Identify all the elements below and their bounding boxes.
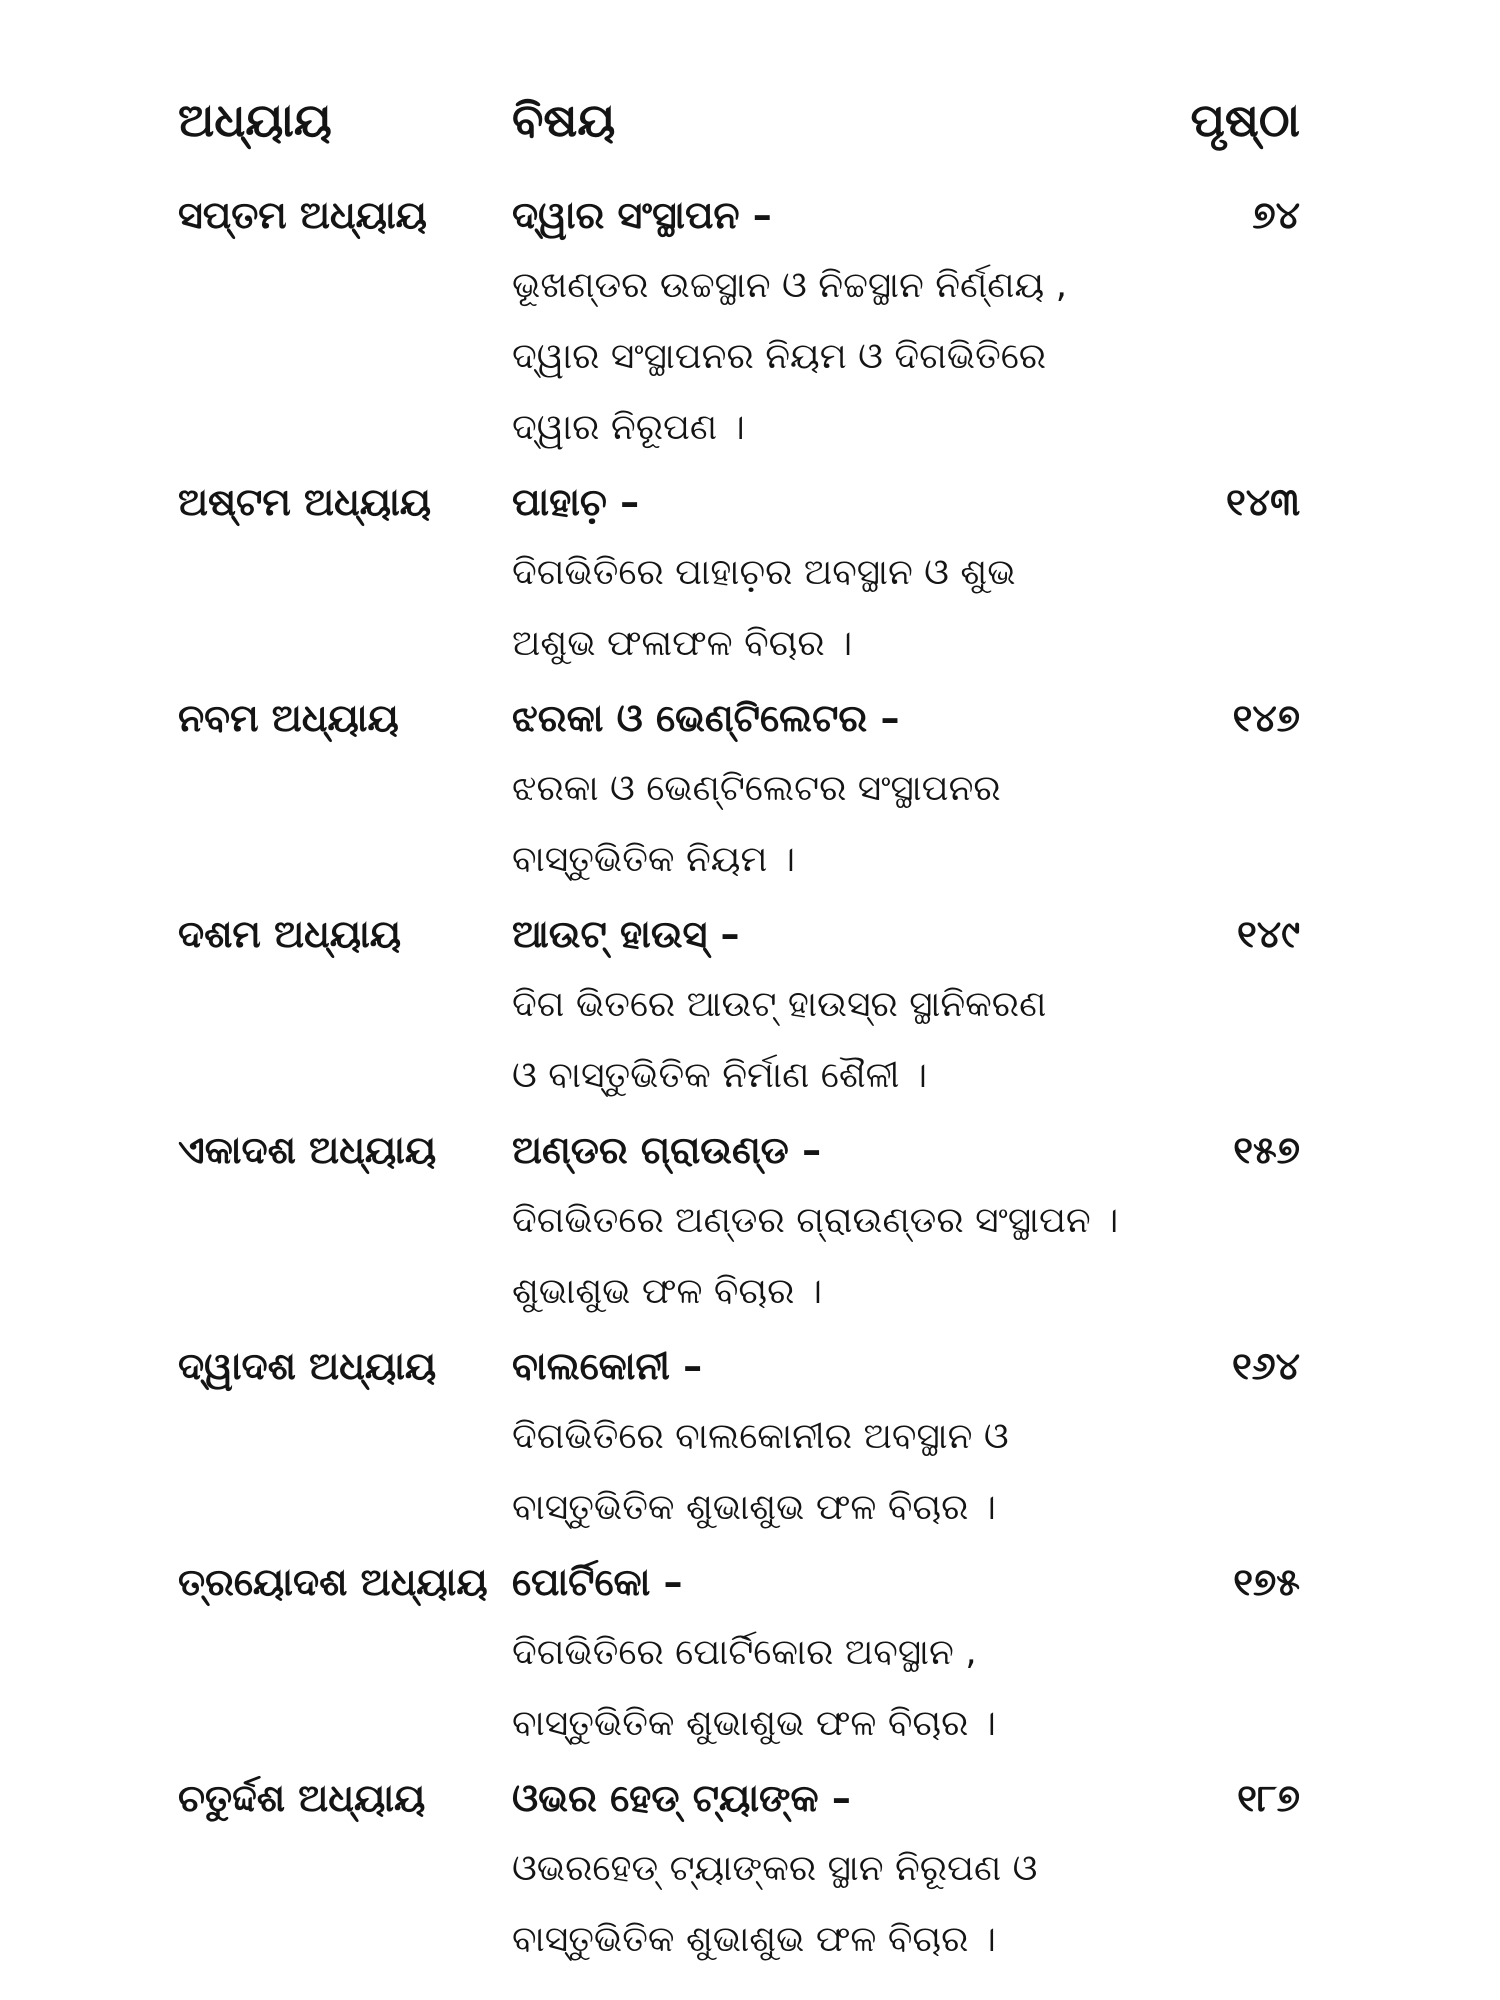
topic-title: ପାହାଚ଼ – bbox=[512, 480, 640, 524]
description-line: ଦିଗଭିତିରେ ପାହାଚ଼ର ଅବସ୍ଥାନ ଓ ଶୁଭ bbox=[512, 552, 1016, 593]
page-column-heading: ପୃଷ୍ଠା bbox=[1190, 93, 1300, 147]
page-number: ୧୬୪ bbox=[1231, 1344, 1300, 1388]
description-line: ଦିଗଭିତରେ ଅଣ୍ଡର ଗ୍ରାଉଣ୍ଡର ସଂସ୍ଥାପନ । bbox=[512, 1200, 1119, 1241]
description-line: ଝରକା ଓ ଭେଣ୍ଟିଲେଟର ସଂସ୍ଥାପନର bbox=[512, 768, 1001, 809]
description-line: ଶୁଭାଶୁଭ ଫଳ ବିଚାର । bbox=[512, 1271, 823, 1312]
table-of-contents bbox=[0, 180, 1500, 1979]
topic-title: ଓଭର ହେଡ୍ ଟ୍ୟାଙ୍କ – bbox=[512, 1776, 851, 1820]
description-line: ବାସ୍ତୁଭିତିକ ଶୁଭାଶୁଭ ଫଳ ବିଚାର । bbox=[512, 1703, 997, 1744]
topic-title: ଆଉଟ୍ ହାଉସ୍ – bbox=[512, 912, 740, 956]
description-line: ଦ୍ୱାର ସଂସ୍ଥାପନର ନିୟମ ଓ ଦିଗଭିତିରେ bbox=[512, 336, 1047, 377]
subject-column-heading: ବିଷୟ bbox=[512, 93, 616, 147]
subject-block bbox=[512, 1763, 1152, 1975]
description-line: ଓ ବାସ୍ତୁଭିତିକ ନିର୍ମାଣ ଶୈଳୀ । bbox=[512, 1055, 928, 1096]
topic-title: ଅଣ୍ଡର ଗ୍ରାଉଣ୍ଡ – bbox=[512, 1128, 822, 1172]
description-line: ଦ୍ୱାର ନିରୂପଣ । bbox=[512, 407, 745, 448]
subject-block bbox=[512, 467, 1152, 679]
toc-entry bbox=[0, 180, 1500, 463]
description-line: ଓଭରହେଡ୍ ଟ୍ୟାଙ୍କର ସ୍ଥାନ ନିରୂପଣ ଓ bbox=[512, 1848, 1038, 1889]
page-number: ୧୪୩ bbox=[1225, 480, 1300, 524]
toc-entry bbox=[0, 899, 1500, 1111]
toc-entry bbox=[0, 1763, 1500, 1975]
chapter-name: ଏକାଦଶ ଅଧ୍ୟାୟ bbox=[178, 1128, 437, 1172]
page-number: ୧୭୫ bbox=[1233, 1560, 1300, 1604]
description-line: ବାସ୍ତୁଭିତିକ ଶୁଭାଶୁଭ ଫଳ ବିଚାର । bbox=[512, 1487, 997, 1528]
toc-entry bbox=[0, 1115, 1500, 1327]
topic-title: ବାଲକୋନୀ – bbox=[512, 1344, 703, 1388]
description-line: ଭୂଖଣ୍ଡର ଉଚ୍ଚସ୍ଥାନ ଓ ନିଚ୍ଚସ୍ଥାନ ନିର୍ଣ୍ଣୟ , bbox=[512, 265, 1068, 306]
toc-entry bbox=[0, 1331, 1500, 1543]
chapter-name: ଅଷ୍ଟମ ଅଧ୍ୟାୟ bbox=[178, 480, 432, 524]
topic-title: ଦ୍ୱାର ସଂସ୍ଥାପନ – bbox=[512, 193, 772, 237]
subject-block bbox=[512, 899, 1152, 1111]
chapter-name: ଦଶମ ଅଧ୍ୟାୟ bbox=[178, 912, 402, 956]
chapter-name: ସପ୍ତମ ଅଧ୍ୟାୟ bbox=[178, 193, 428, 237]
chapter-name: ତ୍ରୟୋଦଶ ଅଧ୍ୟାୟ bbox=[178, 1560, 488, 1604]
chapter-column-heading: ଅଧ୍ୟାୟ bbox=[178, 93, 332, 147]
description-line: ଦିଗ ଭିତରେ ଆଉଟ୍ ହାଉସ୍‌ର ସ୍ଥାନିକରଣ bbox=[512, 984, 1047, 1025]
topic-title: ଝରକା ଓ ଭେଣ୍ଟିଲେଟର – bbox=[512, 696, 900, 740]
page-number: ୧୫୭ bbox=[1233, 1128, 1300, 1172]
description-line: ଦିଗଭିତିରେ ବାଲକୋନୀର ଅବସ୍ଥାନ ଓ bbox=[512, 1416, 1009, 1457]
page-number: ୧୪୯ bbox=[1236, 912, 1300, 956]
chapter-name: ଚତୁର୍ଦ୍ଦଶ ଅଧ୍ୟାୟ bbox=[178, 1776, 426, 1820]
subject-block bbox=[512, 1331, 1152, 1543]
description-line: ଅଶୁଭ ଫଳାଫଳ ବିଚାର । bbox=[512, 623, 853, 664]
topic-title: ପୋର୍ଟିକୋ – bbox=[512, 1560, 683, 1604]
toc-entry bbox=[0, 683, 1500, 895]
subject-block bbox=[512, 1547, 1152, 1759]
description-line: ଦିଗଭିତିରେ ପୋର୍ଟିକୋର ଅବସ୍ଥାନ , bbox=[512, 1632, 977, 1673]
description-line: ବାସ୍ତୁଭିତିକ ଶୁଭାଶୁଭ ଫଳ ବିଚାର । bbox=[512, 1919, 997, 1960]
toc-entry bbox=[0, 1547, 1500, 1759]
chapter-name: ନବମ ଅଧ୍ୟାୟ bbox=[178, 696, 399, 740]
subject-block bbox=[512, 683, 1152, 895]
page-number: ୧୮୭ bbox=[1237, 1776, 1300, 1820]
description-line: ବାସ୍ତୁଭିତିକ ନିୟମ । bbox=[512, 839, 796, 880]
chapter-name: ଦ୍ୱାଦଶ ଅଧ୍ୟାୟ bbox=[178, 1344, 437, 1388]
toc-header bbox=[0, 80, 1500, 160]
subject-block bbox=[512, 1115, 1152, 1327]
toc-entry bbox=[0, 467, 1500, 679]
page-number: ୧୪୭ bbox=[1232, 696, 1300, 740]
page-number: ୭୪ bbox=[1252, 193, 1300, 237]
subject-block bbox=[512, 180, 1152, 463]
